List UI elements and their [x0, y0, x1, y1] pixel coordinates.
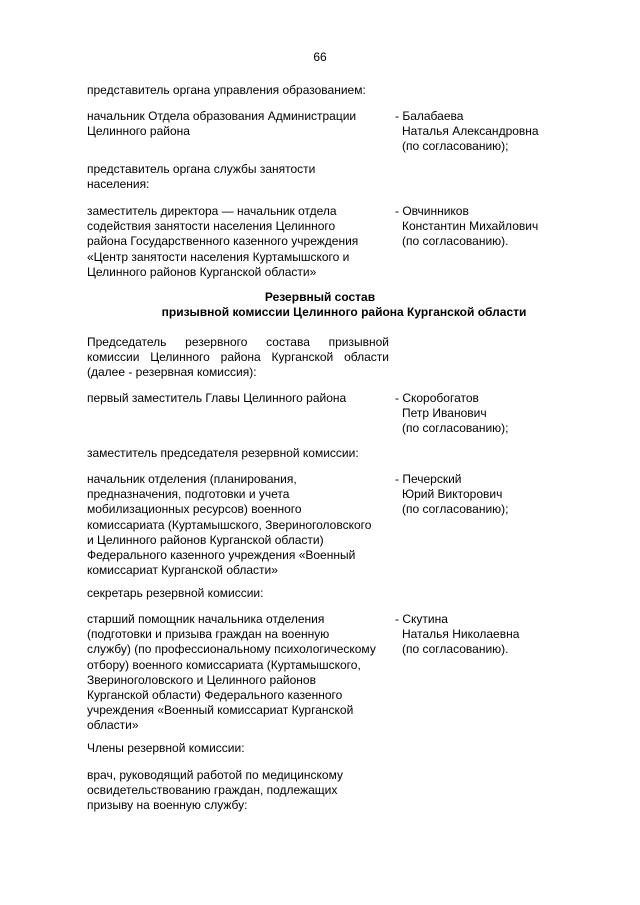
doctor-position-line: призыву на военную службу: [87, 798, 248, 813]
chair-label [87, 335, 389, 381]
deputy-position-line: комиссариата (Куртамышского, Звериноголовского [87, 517, 372, 532]
doctor-position [87, 768, 389, 814]
secretary-position-line: Курганской области) Федерального казенного [87, 688, 343, 703]
employment-person-name: Константин Михайлович [402, 219, 539, 234]
secretary-position-line: области» [87, 718, 139, 733]
edu-person [395, 109, 595, 155]
chair-person [395, 391, 595, 437]
secretary-position-line: Звериноголовского и Целинного районов [87, 672, 316, 687]
deputy-label: заместитель председателя резервной комиссии: [87, 446, 359, 460]
secretary-position-line: старший помощник начальника отделения [87, 612, 325, 626]
secretary-position [87, 612, 389, 734]
secretary-label: секретарь резервной комиссии: [87, 586, 264, 600]
reserve-heading-line1: Резервный состав [264, 290, 376, 304]
secretary-position-line: учреждения «Военный комиссариат Курганской [87, 703, 354, 718]
chair-label-line: Председатель резервного состава призывной [87, 335, 389, 349]
employment-label-line: представитель органа службы занятости [87, 162, 316, 176]
employment-label-line: населения: [87, 177, 150, 192]
edu-position-line: начальник Отдела образования Администрации [87, 109, 357, 123]
members-label: Члены резервной комиссии: [87, 741, 245, 755]
secretary-person [395, 612, 595, 658]
employment-rep-label [87, 162, 389, 192]
employment-position-line: содействия занятости населения Целинного [87, 219, 336, 234]
deputy-position [87, 472, 389, 578]
edu-position-line: Целинного района [87, 124, 190, 139]
edu-rep-label: представитель органа управления образованием: [87, 83, 366, 97]
reserve-heading [140, 290, 527, 320]
deputy-position-line: комиссариат Курганской области» [87, 563, 278, 578]
deputy-person-note: (по согласованию); [402, 502, 509, 517]
deputy-position-line: предназначения, подготовки и учета [87, 487, 290, 502]
edu-person-surname: - Балабаева [395, 109, 464, 123]
edu-person-name: Наталья Александровна [402, 124, 539, 139]
chair-person-surname: - Скоробогатов [395, 391, 479, 405]
deputy-position-line: мобилизационных ресурсов) военного [87, 502, 302, 517]
secretary-position-line: (подготовки и призыва граждан на военную [87, 627, 330, 642]
edu-person-note: (по согласованию); [402, 139, 509, 154]
chair-person-name: Петр Иванович [402, 406, 487, 421]
secretary-person-name: Наталья Николаевна [402, 627, 520, 642]
employment-position-line: Целинного районов Курганской области» [87, 264, 317, 279]
doctor-position-line: освидетельствованию граждан, подлежащих [87, 783, 338, 798]
secretary-position-line: службу) (по профессиональному психологическому [87, 642, 376, 657]
chair-person-note: (по согласованию); [402, 421, 509, 436]
chair-position: первый заместитель Главы Целинного района [87, 391, 347, 405]
edu-position [87, 109, 389, 139]
employment-position [87, 204, 389, 280]
reserve-heading-line2: призывной комиссии Целинного района Курганской области [161, 305, 527, 320]
deputy-person-surname: - Печерский [395, 472, 462, 486]
chair-label-line: комиссии Целинного района Курганской области [87, 350, 389, 365]
deputy-position-line: и Целинного районов Курганской области) [87, 532, 324, 547]
chair-label-line: (далее - резервная комиссия): [87, 365, 257, 380]
deputy-person-name: Юрий Викторович [402, 487, 503, 502]
employment-person [395, 204, 595, 250]
doctor-position-line: врач, руководящий работой по медицинскому [87, 768, 343, 782]
page-number: 66 [313, 50, 327, 64]
deputy-position-line: Федерального казенного учреждения «Военный [87, 548, 356, 563]
secretary-person-surname: - Скутина [395, 612, 448, 626]
secretary-person-note: (по согласованию). [402, 642, 509, 657]
deputy-position-line: начальник отделения (планирования, [87, 472, 297, 486]
employment-person-note: (по согласованию). [402, 234, 509, 249]
deputy-person [395, 472, 595, 518]
employment-position-line: «Центр занятости населения Куртамышского и [87, 249, 350, 264]
employment-position-line: района Государственного казенного учреждения [87, 234, 359, 249]
employment-position-line: заместитель директора — начальник отдела [87, 204, 337, 218]
secretary-position-line: отбору) военного комиссариата (Куртамышского, [87, 657, 361, 672]
employment-person-surname: - Овчинников [395, 204, 469, 218]
